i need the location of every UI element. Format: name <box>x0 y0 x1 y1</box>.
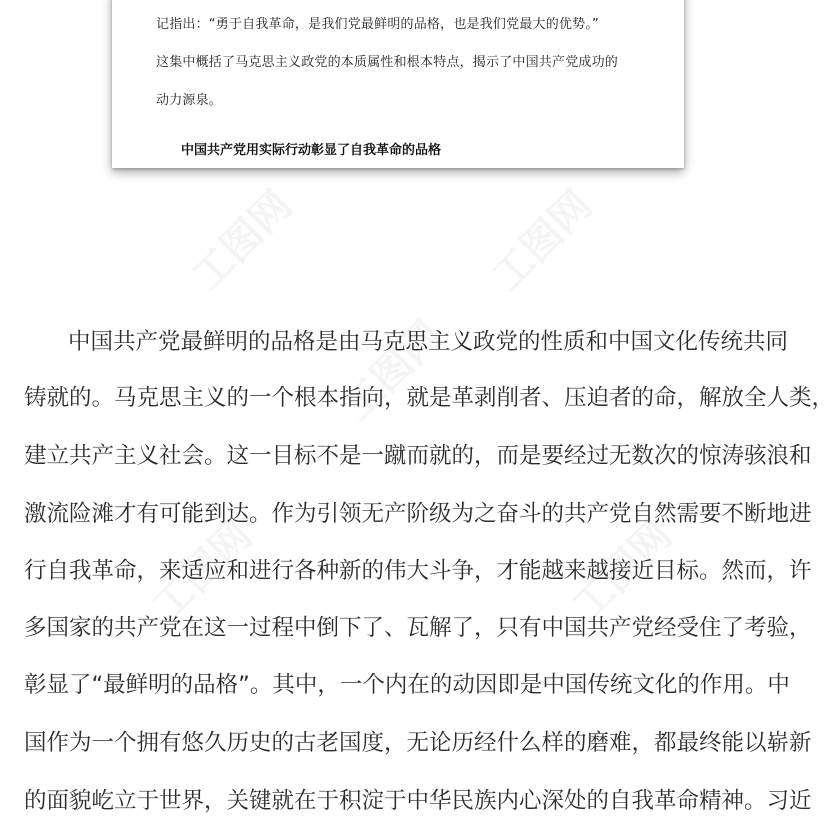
watermark-2: 工图网 <box>483 182 602 300</box>
quote-card <box>112 0 684 168</box>
paragraph-line: 彰显了“最鲜明的品格”。其中，一个内在的动因即是中国传统文化的作用。中 <box>24 672 790 698</box>
watermark-5: 工图网 <box>563 512 682 630</box>
paragraph-line: 多国家的共产党在这一过程中倒下了、瓦解了，只有中国共产党经受住了考验， <box>24 615 812 641</box>
paragraph-line: 中国共产党最鲜明的品格是由马克思主义政党的性质和中国文化传统共同 <box>68 329 789 355</box>
watermark-1: 工图网 <box>183 182 302 300</box>
paragraph-line: 激流险滩才有可能到达。作为引领无产阶级为之奋斗的共产党自然需要不断地进 <box>24 501 812 527</box>
paragraph-line: 行自我革命，来适应和进行各种新的伟大斗争，才能越来越接近目标。然而，许 <box>24 558 812 584</box>
paragraph-line: 建立共产主义社会。这一目标不是一蹴而就的，而是要经过无数次的惊涛骇浪和 <box>24 443 812 469</box>
watermark-3: 工图网 <box>333 312 452 430</box>
paragraph-line: 的面貌屹立于世界，关键就在于积淀于中华民族内心深处的自我革命精神。习近 <box>24 788 812 814</box>
card-heading: 中国共产党用实际行动彰显了自我革命的品格 <box>181 143 442 158</box>
card-text-line: 这集中概括了马克思主义政党的本质属性和根本特点，揭示了中国共产党成功的 <box>156 55 619 70</box>
paragraph-line: 国作为一个拥有悠久历史的古老国度，无论历经什么样的磨难，都最终能以崭新 <box>24 730 812 756</box>
card-text-line: 动力源泉。 <box>156 93 223 108</box>
paragraph-line: 铸就的。马克思主义的一个根本指向，就是革剥削者、压迫者的命，解放全人类， <box>24 385 834 411</box>
watermark-4: 工图网 <box>143 512 262 630</box>
card-text-line: 记指出：“勇于自我革命，是我们党最鲜明的品格，也是我们党最大的优势。” <box>156 17 599 32</box>
